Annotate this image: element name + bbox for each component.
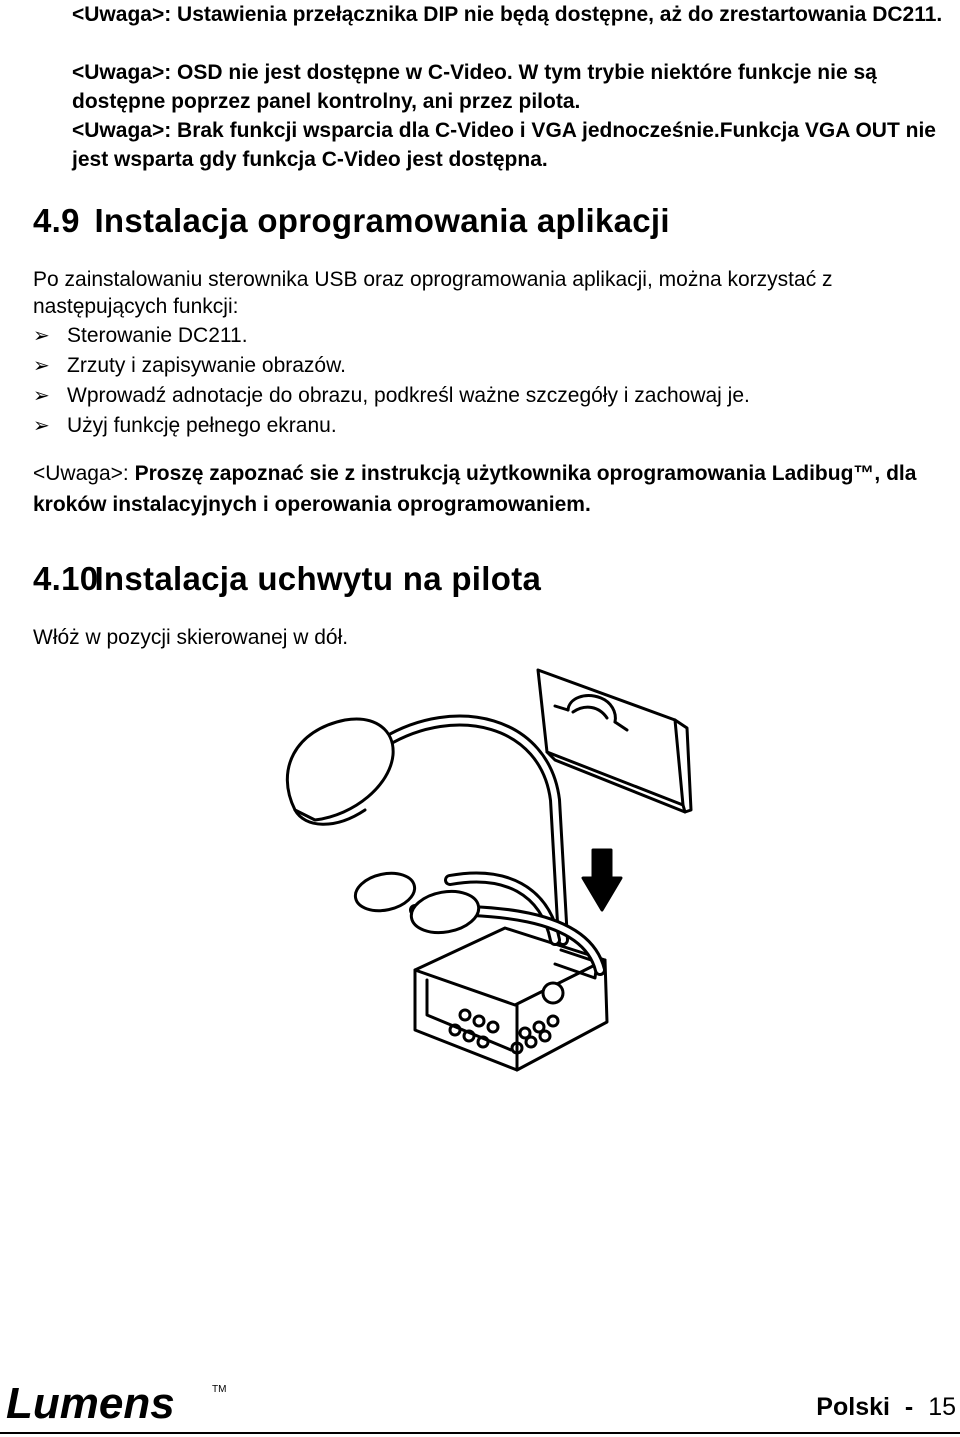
footer-separator: - <box>904 1393 914 1421</box>
section-4-9-heading <box>33 202 670 240</box>
note-dip-switch: <Uwaga>: Ustawienia przełącznika DIP nie będą dostępne, aż do zrestartowania DC211. <box>72 3 943 26</box>
section-4-10-heading <box>33 560 541 598</box>
section-4-9-intro: Po zainstalowaniu sterownika USB oraz oprogramowania aplikacji, można korzystać z następujących funkcji: <box>33 268 833 318</box>
page-number: 15 <box>928 1393 956 1421</box>
camera-head <box>287 719 393 824</box>
arrow-down-icon <box>583 850 621 910</box>
note-ladibug-manual: <Uwaga>: Proszę zapoznać sie z instrukcją użytkownika oprogramowania Ladibug™, dla kroków instalacyjnych i operowania oprogramowaniem. <box>33 462 917 516</box>
svg-text:Lumens: Lumens <box>6 1379 175 1426</box>
note-text: Proszę zapoznać sie z instrukcją użytkownika oprogramowania Ladibug™, dla kroków instalacyjnych i operowania oprogramowaniem. <box>33 462 917 516</box>
note-tag: <Uwaga> <box>33 462 123 485</box>
section-title: Instalacja uchwytu na pilota <box>94 560 542 597</box>
footer-divider <box>0 1432 960 1434</box>
list-item: ➢ Sterowanie DC211. <box>33 321 750 351</box>
list-item: ➢ Wprowadź adnotacje do obrazu, podkreśl ważne szczegóły i zachowaj je. <box>33 381 750 411</box>
lumens-logo <box>4 1378 234 1426</box>
camera-base <box>415 928 607 1070</box>
bullet-arrow-icon: ➢ <box>33 355 50 377</box>
footer-language: Polski <box>816 1393 890 1421</box>
bullet-arrow-icon: ➢ <box>33 325 50 347</box>
section-4-10-text: Włóż w pozycji skierowanej w dół. <box>33 626 349 649</box>
list-item: ➢ Użyj funkcję pełnego ekranu. <box>33 411 750 441</box>
section-title: Instalacja oprogramowania aplikacji <box>94 202 670 239</box>
svg-text:TM: TM <box>212 1384 227 1395</box>
bullet-arrow-icon: ➢ <box>33 385 50 407</box>
document-camera-illustration <box>255 660 695 1100</box>
note-osd-cvideo: <Uwaga>: OSD nie jest dostępne w C-Video. W tym trybie niektóre funkcje nie są dostępne poprzez panel kontrolny, ani przez pilota. <box>72 61 877 113</box>
note-vga-cvideo: <Uwaga>: Brak funkcji wsparcia dla C-Video i VGA jednocześnie.Funkcja VGA OUT nie jest wsparta gdy funkcja C-Video jest dostępna. <box>72 119 936 171</box>
section-number: 4.9 <box>33 202 80 239</box>
remote-holder-icon <box>538 670 691 812</box>
bullet-arrow-icon: ➢ <box>33 415 50 437</box>
list-item: ➢ Zrzuty i zapisywanie obrazów. <box>33 351 750 381</box>
page-footer <box>816 1393 956 1422</box>
feature-list <box>33 321 750 441</box>
section-number: 4.10 <box>33 560 99 597</box>
